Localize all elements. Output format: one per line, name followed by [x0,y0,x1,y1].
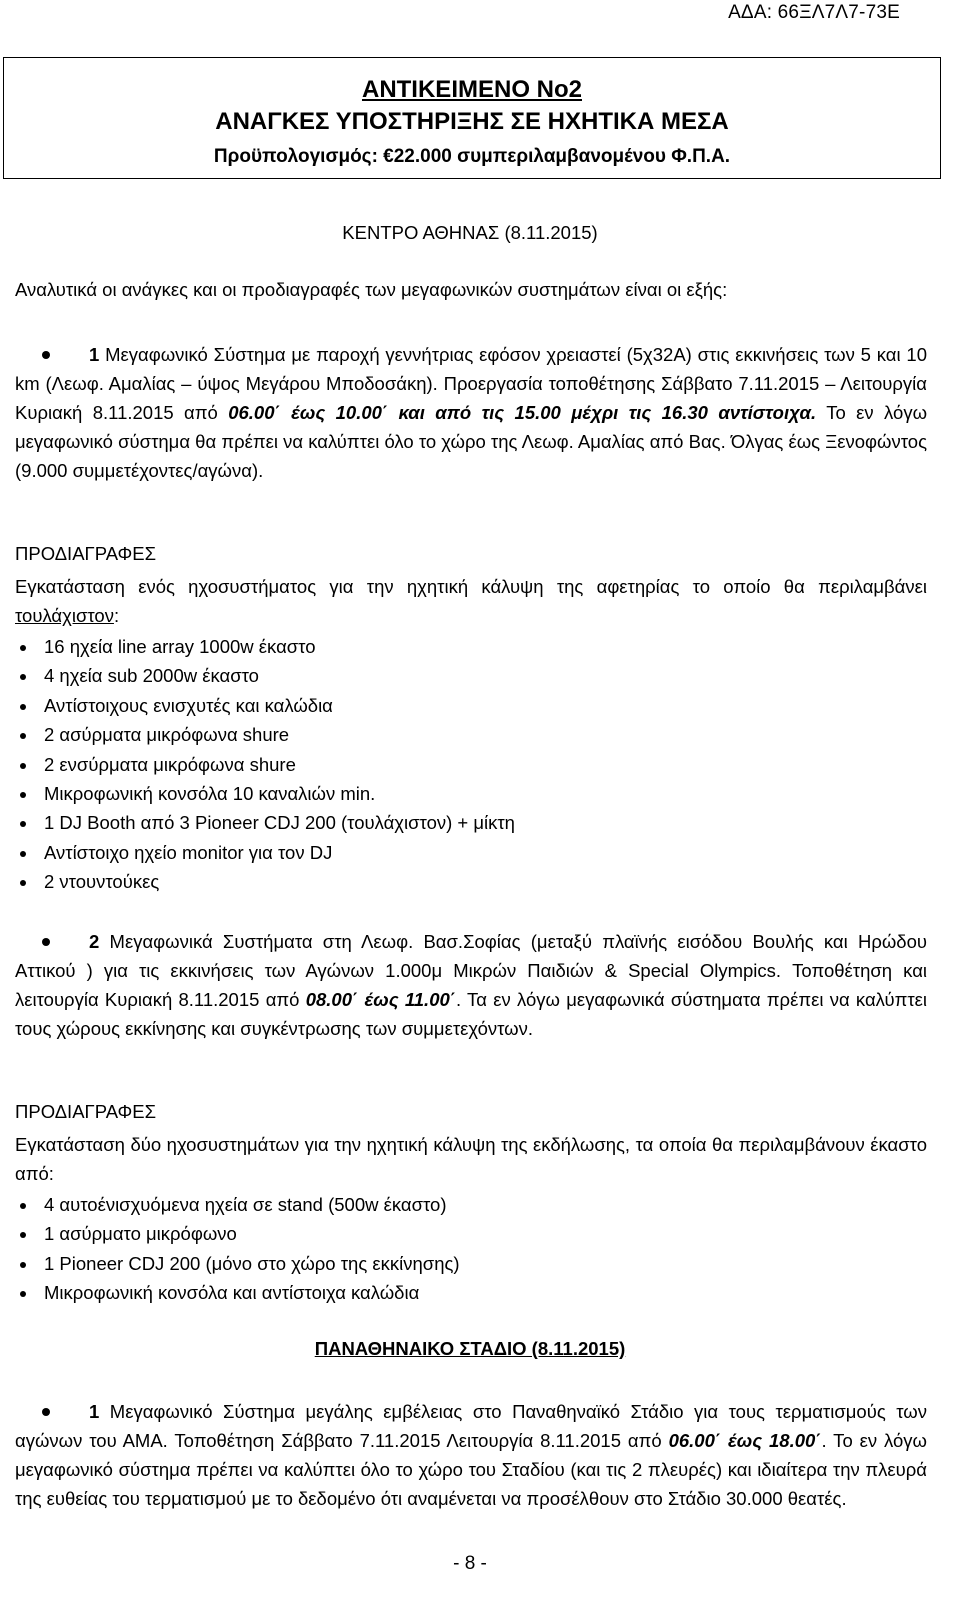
list-item [20,1219,460,1248]
specs2-list [20,1190,460,1308]
item1-number: 1 [89,344,100,365]
item2-text-a: Μεγαφωνικά Συστήματα στη Λεωφ. Βασ.Σοφίας (μεταξύ πλαϊνής εισόδου Βουλής και Ηρώδου Αττικού ) για τις εκκινήσεις των Αγώνων 1.000μ Μικρών Παιδιών & Special Olympics. Τοποθέτηση και λειτουργία Κυριακή 8.11.2015 από [15,931,927,1010]
section-heading-stadium: ΠΑΝΑΘΗΝΑΙΚΟ ΣΤΑΔΙΟ (8.11.2015) [314,1338,626,1359]
bullet-dot [20,763,26,769]
bullet-dot [20,821,26,827]
specs1-list [20,632,515,897]
specs2-heading: ΠΡΟΔΙΑΓΡΑΦΕΣ [15,1101,157,1122]
item2-times: 08.00΄ έως 11.00΄ [305,989,456,1010]
item2-number: 2 [89,931,100,952]
list-item-text: 4 αυτοένισχυόμενα ηχεία σε stand (500w έκαστο) [44,1194,447,1215]
list-item [20,720,515,749]
specs1-text [15,572,927,630]
stadium-text-a: Μεγαφωνικό Σύστημα μεγάλης εμβέλειας στο Παναθηναϊκό Στάδιο για τους τερματισμούς των αγώνων του ΑΜΑ. Τοποθέτηση Σάββατο 7.11.2015 Λειτουργία 8.11.2015 από [15,1401,927,1451]
list-item-text: 4 ηχεία sub 2000w έκαστο [44,665,259,687]
list-item-text: 1 Pioneer CDJ 200 (μόνο στο χώρο της εκκίνησης) [44,1252,460,1274]
list-item-text: Αντίστοιχους ενισχυτές και καλώδια [44,694,333,716]
bullet-dot [20,1203,26,1209]
list-item [20,632,515,661]
list-item-text: Μικροφωνική κονσόλα 10 καναλιών min. [44,782,376,804]
stadium-number: 1 [89,1401,100,1422]
item2-paragraph [15,927,927,1043]
bullet-dot [20,674,26,680]
bullet-dot [20,880,26,886]
bullet-dot [20,645,26,651]
list-item-text: 1 ασύρματο μικρόφωνο [44,1223,237,1245]
list-item-text: 1 DJ Booth από 3 Pioneer CDJ 200 (τουλάχιστον) + μίκτη [44,812,515,834]
specs2-text: Εγκατάσταση δύο ηχοσυστημάτων για την ηχητική κάλυψη της εκδήλωσης, τα οποία θα περιλαμβάνουν έκαστο από: [15,1134,927,1184]
bullet-dot [20,851,26,857]
bullet-dot [20,792,26,798]
item2-text-b: . Τα εν λόγω μεγαφωνικά σύστηματα πρέπει να καλύπτει τους χώρους εκκίνησης και συγκέντρωσης των συμμετεχόντων. [15,989,927,1039]
bullet-dot [20,1232,26,1238]
specs1-text-underline: τουλάχιστον [15,605,114,626]
list-item [20,838,515,867]
bullet-dot [20,733,26,739]
bullet-dot [20,1262,26,1268]
specs1-heading: ΠΡΟΔΙΑΓΡΑΦΕΣ [15,543,157,564]
list-item [20,1249,460,1278]
list-item-text: Αντίστοιχο ηχείο monitor για τον DJ [44,841,333,863]
list-item [20,779,515,808]
list-item [20,661,515,690]
stadium-times: 06.00΄ έως 18.00΄ [668,1430,822,1451]
specs1-text-a: Εγκατάσταση ενός ηχοσυστήματος για την ηχητική κάλυψη της αφετηρίας το οποίο θα περιλαμβάνει [15,576,927,597]
page-number: - 8 - [453,1553,487,1574]
list-item [20,808,515,837]
stadium-text-b: . Το εν λόγω μεγαφωνικό σύστημα πρέπει να καλύπτει όλο το χώρο του Σταδίου (και τις 2 πλευρές) και ιδιαίτερα την πλευρά της ευθείας του τερματισμού με το δεδομένο ότι αναμένεται να προσέλθουν στο Στάδιο 30.000 θεατές. [15,1430,928,1509]
list-item [20,1190,460,1219]
list-item-text: Μικροφωνική κονσόλα και αντίστοιχα καλώδια [44,1282,420,1304]
stadium-paragraph [15,1397,927,1513]
ada-code: ΑΔΑ: 66ΞΛ7Λ7-73Ε [728,2,900,23]
item1-text-b: Το εν λόγω μεγαφωνικό σύστημα θα πρέπει να καλύπτει όλο το χώρο της Λεωφ. Αμαλίας από Βας. Όλγας έως Ξενοφώντος (9.000 συμμετέχοντες/αγώνα). [15,402,928,481]
specs1-text-b: : [113,605,120,626]
list-item [20,1278,460,1307]
list-item [20,750,515,779]
intro-text: Αναλυτικά οι ανάγκες και οι προδιαγραφές των μεγαφωνικών συστημάτων είναι οι εξής: [15,279,728,300]
list-item [20,691,515,720]
list-item-text: 2 ενσύρματα μικρόφωνα shure [44,753,296,775]
list-item-text: 2 ντουντούκες [44,871,160,893]
title-budget: Προϋπολογισμός: €22.000 συμπεριλαμβανομένου Φ.Π.Α. [213,146,731,167]
title-line-1: ΑΝΤΙΚΕΙΜΕΝΟ Νο2 [361,76,582,103]
item1-paragraph [15,340,927,485]
section-heading-athens: ΚΕΝΤΡΟ ΑΘΗΝΑΣ (8.11.2015) [342,222,598,243]
bullet-dot [20,704,26,710]
item1-text-a: Μεγαφωνικό Σύστημα με παροχή γεννήτριας εφόσον χρειαστεί (5χ32Α) στις εκκινήσεις των 5 και 10 km (Λεωφ. Αμαλίας – ύψος Μεγάρου Μποδοσάκη). Προεργασία τοποθέτησης Σάββατο 7.11.2015 – Λειτουργία Κυριακή 8.11.2015 από [15,344,927,423]
title-line-2: ΑΝΑΓΚΕΣ ΥΠΟΣΤΗΡΙΞΗΣ ΣΕ ΗΧΗΤΙΚΑ ΜΕΣΑ [215,108,729,135]
item1-times: 06.00΄ έως 10.00΄ και από τις 15.00 μέχρι τις 16.30 αντίστοιχα. [228,402,817,423]
list-item [20,867,515,896]
list-item-text: 16 ηχεία line array 1000w έκαστο [44,636,316,657]
bullet-dot [20,1291,26,1297]
title-box [3,57,941,179]
list-item-text: 2 ασύρματα μικρόφωνα shure [44,724,290,746]
